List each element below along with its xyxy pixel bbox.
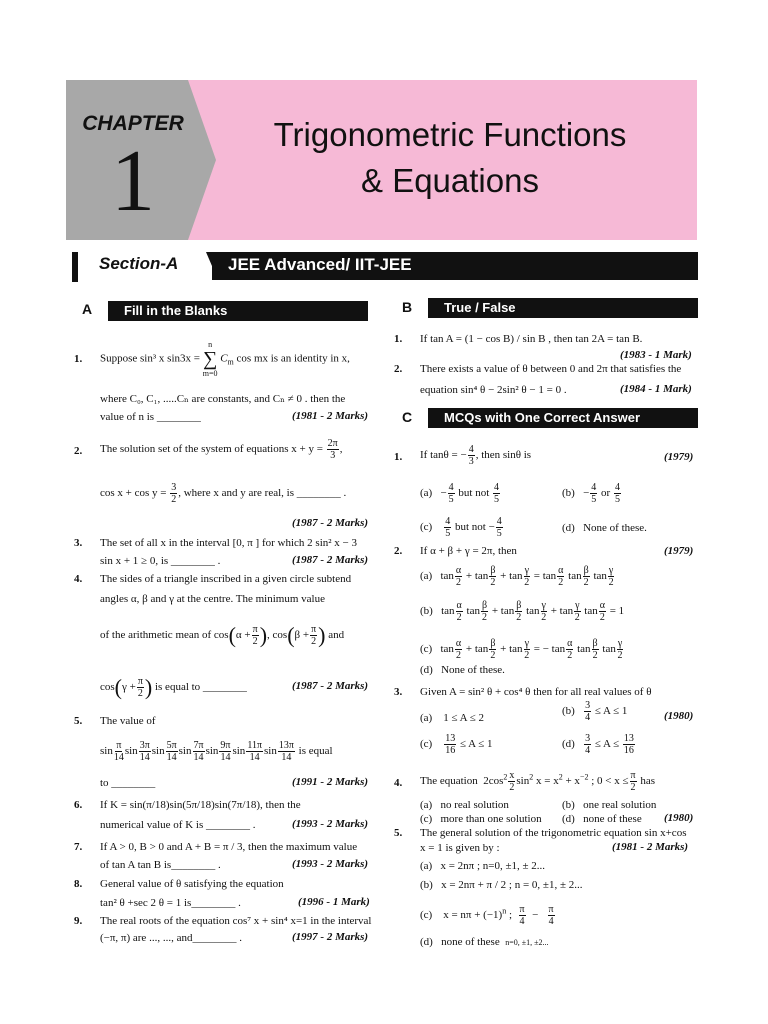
part-b-title: True / False	[428, 298, 698, 318]
c-q5-opt-d-range: n=0, ±1, ±2...	[505, 938, 549, 947]
c-q1-opt-b-text: or	[601, 487, 611, 500]
a-q8-mark: (1996 - 1 Mark)	[298, 896, 370, 908]
a-q2-line2	[100, 482, 380, 505]
fraction-3-2: $\frac{3}{2}$	[171, 482, 177, 505]
a-q8-line1: General value of θ satisfying the equation	[100, 878, 284, 890]
a-q2-text: The solution set of the system of equations x + y =	[100, 443, 323, 456]
a-q7-line1: If A > 0, B > 0 and A + B = π / 3, then the maximum value	[100, 841, 358, 853]
b-q2-line2: equation sin⁴ θ − 2sin² θ − 1 = 0 .	[420, 384, 567, 396]
a-q3-number: 3.	[74, 537, 83, 549]
c-q4-option-d: (d) none of these	[562, 813, 642, 825]
c-q2-opt-d-text: None of these.	[441, 664, 505, 676]
a-q4-number: 4.	[74, 573, 83, 585]
c-q3-option-b: (b) $\frac{3}{4}$ ≤ A ≤ 1	[562, 700, 628, 723]
a-q1-text: Suppose sin³ x sin3x =	[100, 352, 203, 365]
a-q2-line1: The solution set of the system of equations x + y = $\frac{2\pi}{3}$ ,	[100, 438, 343, 461]
c-q5-option-a: (a) x = 2nπ ; n=0, ±1, ± 2...	[420, 860, 546, 872]
a-q3-mark: (1987 - 2 Marks)	[292, 554, 369, 566]
a-q1-mark: (1981 - 2 Marks)	[292, 410, 369, 422]
a-q9-number: 9.	[74, 915, 83, 927]
part-c-letter: C	[402, 409, 413, 425]
c-q4-option-a: (a) no real solution	[420, 799, 509, 811]
c-q5-number: 5.	[394, 827, 403, 839]
chapter-title-line1: Trigonometric Functions	[273, 116, 627, 153]
c-q5-mark: (1981 - 2 Marks)	[612, 841, 689, 853]
c-q2-option-d: (d) None of these.	[420, 664, 505, 676]
c-q4-mark: (1980)	[664, 812, 694, 824]
fraction-2pi-3: $\frac{2\pi}{3}$	[327, 438, 338, 461]
a-q2-number: 2.	[74, 445, 83, 457]
chapter-title-line2: & Equations	[361, 162, 539, 199]
c-q4-opt-a-text: no real solution	[440, 799, 509, 811]
part-c-title: MCQs with One Correct Answer	[428, 408, 698, 428]
c-q4-option-b: (b) one real solution	[562, 799, 657, 811]
a-q5-mark: (1991 - 2 Marks)	[292, 776, 369, 788]
c-q4-option-c: (c) more than one solution	[420, 813, 542, 825]
chapter-label: CHAPTER	[82, 112, 184, 135]
c-q3-line1: Given A = sin² θ + cos⁴ θ then for all real values of θ	[420, 686, 652, 698]
chapter-title	[230, 112, 670, 204]
a-q1-number: 1.	[74, 353, 83, 365]
c-q1-mark: (1979)	[664, 451, 694, 463]
a-q6-line2: numerical value of K is ________ .	[100, 819, 256, 831]
a-q5-line1: The value of	[100, 715, 156, 727]
c-q4-opt-d-text: none of these	[583, 813, 642, 825]
a-q5-number: 5.	[74, 715, 83, 727]
part-a-title: Fill in the Blanks	[108, 301, 368, 321]
a-q3-line2: sin x + 1 ≥ 0, is ________ .	[100, 555, 221, 567]
c-q3-option-c: (c) $\frac{13}{16}$ ≤ A ≤ 1	[420, 733, 493, 756]
c-q3-mark: (1980)	[664, 710, 694, 722]
a-q8-number: 8.	[74, 878, 83, 890]
a-q3-line1: The set of all x in the interval [0, π ] for which 2 sin² x − 3	[100, 537, 357, 549]
a-q4-line3: of the arithmetic mean of cos(α + $\frac{\pi}{2}$ ), cos(β + $\frac{\pi}{2}$ ) and	[100, 622, 345, 648]
c-q3-option-a: (a) 1 ≤ A ≤ 2	[420, 712, 485, 724]
a-q1-coef: C	[220, 352, 228, 365]
c-q4-opt-c-text: more than one solution	[440, 813, 542, 825]
c-q1-text2: , then sinθ is	[475, 449, 532, 462]
c-q4-text: The equation	[420, 775, 478, 788]
c-q5-line2: x = 1 is given by :	[420, 842, 500, 854]
c-q1-option-d: (d) None of these.	[562, 522, 647, 534]
a-q4-line2: angles α, β and γ at the centre. The minimum value	[100, 593, 325, 605]
c-q3-option-d: (d) $\frac{3}{4}$ ≤ A ≤ $\frac{13}{16}$	[562, 733, 634, 756]
c-q2-option-a: (a) tan $\frac{\alpha}{2}$ + tan $\frac{\beta}{2}$ + tan $\frac{\gamma}{2}$ = tan $\frac{\alpha}{2}$ tan $\frac{\beta}{2}$ tan $\frac{\gamma}{2}$	[420, 565, 614, 588]
section-bar-text: JEE Advanced/ IIT-JEE	[228, 255, 412, 274]
a-q8-line2: tan² θ +sec 2 θ = 1 is________ .	[100, 897, 241, 909]
a-q1-line3: value of n is ________	[100, 411, 201, 423]
c-q2-option-b: (b) tan $\frac{\alpha}{2}$ tan $\frac{\beta}{2}$ + tan $\frac{\beta}{2}$ tan $\frac{\gamma}{2}$ + tan $\frac{\gamma}{2}$ tan $\frac{\alpha}{2}$ = 1	[420, 600, 625, 623]
c-q5-option-b: (b) x = 2nπ + π / 2 ; n = 0, ±1, ± 2...	[420, 879, 583, 891]
section-label: Section-A	[99, 254, 179, 273]
c-q1-opt-c-text: but not −	[454, 521, 495, 534]
c-q1-text: If tanθ = −	[420, 449, 467, 462]
summation-symbol: n ∑ m=0	[202, 340, 218, 378]
a-q7-number: 7.	[74, 841, 83, 853]
c-q3-opt-a-text: 1 ≤ A ≤ 2	[443, 712, 485, 724]
c-q4-line1: The equation $2\cos^2$ $\frac{x}{2}$ $\sin^2 x = x^2 + x^{-2}$ ; 0 < x ≤ $\frac{\pi}{2}$ has	[420, 770, 655, 793]
c-q2-mark: (1979)	[664, 545, 694, 557]
a-q5-line2: sin $\frac{\pi}{14}$ sin $\frac{3\pi}{14}$ sin $\frac{5\pi}{14}$ sin $\frac{7\pi}{14}$ sin $\frac{9\pi}{14}$ sin $\frac{11\pi}{14}$ sin $\frac{13\pi}{14}$ is equal	[100, 740, 333, 763]
c-q1-line1: If tanθ = − $\frac{4}{3}$ , then sinθ is	[420, 444, 532, 467]
b-q1-number: 1.	[394, 333, 403, 345]
a-q9-line2: (−π, π) are ..., ..., and________ .	[100, 932, 242, 944]
c-q4-number: 4.	[394, 777, 403, 789]
c-q5-option-c: (c) $x = n\pi + (-1)^n$ ; $\frac{\pi}{4}$ − $\frac{\pi}{4}$	[420, 904, 554, 927]
a-q4-mark: (1987 - 2 Marks)	[292, 680, 369, 692]
b-q2-line1: There exists a value of θ between 0 and 2π that satisfies the	[420, 363, 682, 375]
c-q1-opt-d-text: None of these.	[583, 522, 647, 534]
a-q1-line1: Suppose sin³ x sin3x = n ∑ m=0 $C_m$ cos mx is an identity in x,	[100, 340, 350, 378]
a-q9-line1: The real roots of the equation cos⁷ x + sin⁴ x=1 in the interval	[100, 915, 372, 927]
c-q5-option-d: (d) none of these n=0, ±1, ±2...	[420, 936, 549, 948]
c-q3-number: 3.	[394, 686, 403, 698]
c-q2-number: 2.	[394, 545, 403, 557]
c-q1-option-b: (b) − $\frac{4}{5}$ or $\frac{4}{5}$	[562, 482, 620, 505]
a-q1-line2: where C₀, C₁, .....Cₙ are constants, and Cₙ ≠ 0 . then the	[100, 393, 346, 405]
c-q2-line1: If α + β + γ = 2π, then	[420, 545, 517, 557]
part-b-letter: B	[402, 299, 413, 315]
a-q2-text3: , where x and y are real, is ________ .	[178, 487, 347, 500]
c-q1-option-a: (a) − $\frac{4}{5}$ but not $\frac{4}{5}$	[420, 482, 500, 505]
a-q9-mark: (1997 - 2 Marks)	[292, 931, 369, 943]
c-q1-opt-a-text: but not	[458, 487, 490, 500]
b-q1-mark: (1983 - 1 Mark)	[620, 349, 692, 361]
c-q4-text2: has	[640, 775, 655, 788]
c-q5-opt-d-text: none of these	[441, 936, 500, 948]
c-q5-line1: The general solution of the trigonometric equation sin x+cos	[420, 827, 687, 839]
c-q1-option-c: (c) $\frac{4}{5}$ but not − $\frac{4}{5}$	[420, 516, 502, 539]
a-q4-line4: cos(γ + $\frac{\pi}{2}$ ) is equal to ________	[100, 674, 247, 700]
chapter-number: 1	[111, 133, 155, 230]
a-q4-text3: of the arithmetic mean of cos	[100, 629, 229, 642]
b-q2-number: 2.	[394, 363, 403, 375]
section-marker	[72, 252, 78, 282]
a-q7-line2: of tan A tan B is________ .	[100, 859, 221, 871]
a-q1-text-tail: cos mx is an identity in x,	[233, 352, 350, 365]
c-q1-number: 1.	[394, 451, 403, 463]
a-q5-line3: to ________	[100, 777, 156, 789]
a-q6-number: 6.	[74, 799, 83, 811]
a-q2-text2: cos x + cos y =	[100, 487, 167, 500]
b-q2-mark: (1984 - 1 Mark)	[620, 383, 692, 395]
c-q4-opt-b-text: one real solution	[583, 799, 657, 811]
c-q5-opt-a-text: x = 2nπ ; n=0, ±1, ± 2...	[440, 860, 546, 872]
a-q5-text2: is equal	[298, 745, 333, 758]
a-q7-mark: (1993 - 2 Marks)	[292, 858, 369, 870]
part-a-letter: A	[82, 301, 93, 317]
a-q6-mark: (1993 - 2 Marks)	[292, 818, 369, 830]
c-q5-opt-b-text: x = 2nπ + π / 2 ; n = 0, ±1, ± 2...	[441, 879, 583, 891]
a-q2-mark: (1987 - 2 Marks)	[292, 517, 369, 529]
a-q6-line1: If K = sin(π/18)sin(5π/18)sin(7π/18), then the	[100, 799, 301, 811]
b-q1-line1: If tan A = (1 − cos B) / sin B , then tan 2A = tan B.	[420, 333, 643, 345]
a-q4-line1: The sides of a triangle inscribed in a given circle subtend	[100, 573, 352, 585]
c-q2-option-c: (c) tan $\frac{\alpha}{2}$ + tan $\frac{\beta}{2}$ + tan $\frac{\gamma}{2}$ = − tan $\frac{\alpha}{2}$ tan $\frac{\beta}{2}$ tan $\frac{\gamma}{2}$	[420, 638, 623, 661]
a-q4-text4: is equal to ________	[154, 681, 247, 694]
